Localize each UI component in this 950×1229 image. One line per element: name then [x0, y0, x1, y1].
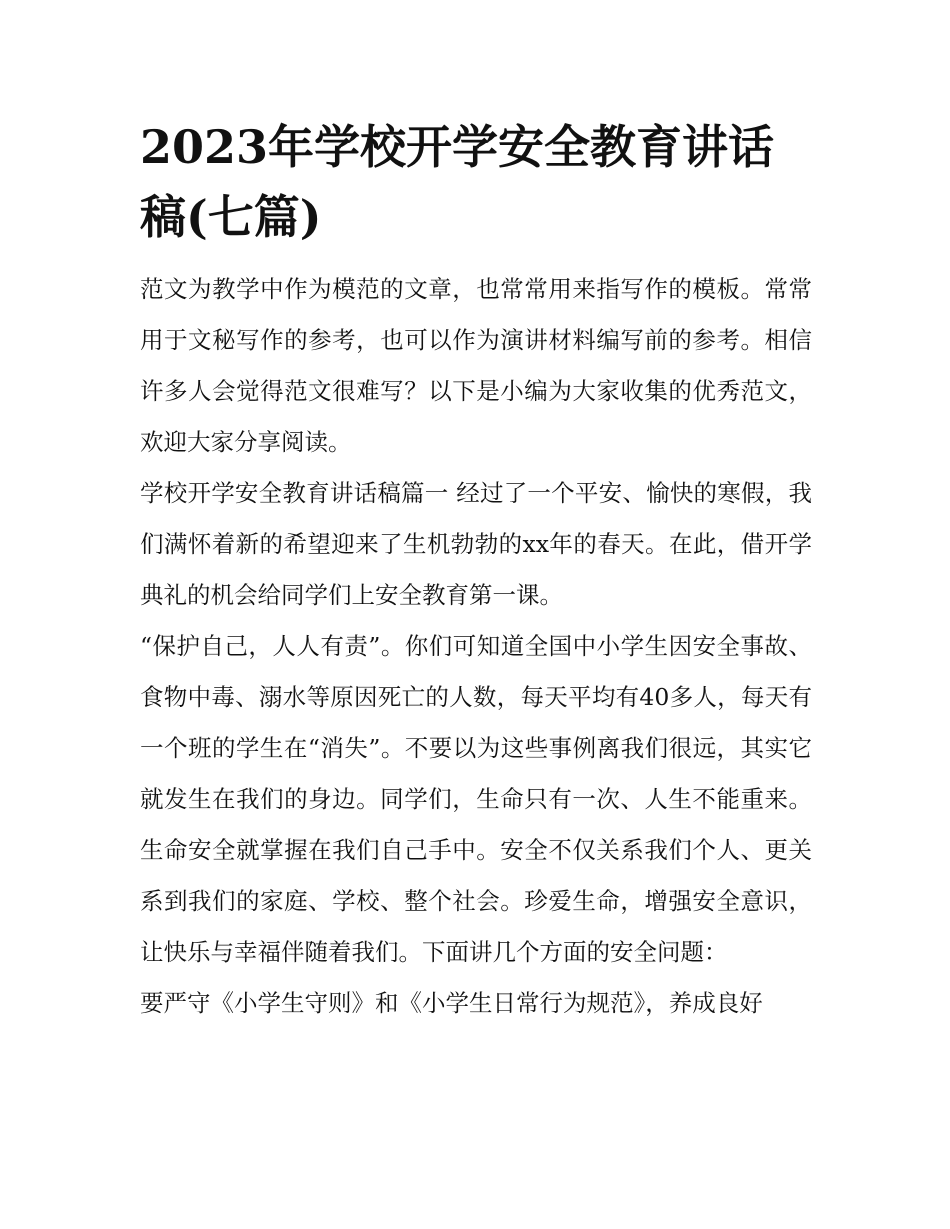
- self-protection-paragraph: “保护自己，人人有责”。你们可知道全国中小学生因安全事故、食物中毒、溺水等原因死亡的人数，每天平均有40多人，每天有一个班的学生在“消失”。不要以为这些事例离我们很远，其实它就发生在我们的身边。同学们，生命只有一次、人生不能重来。生命安全就掌握在我们自己手中。安全不仅关系我们个人、更关系到我们的家庭、学校、整个社会。珍爱生命，增强安全意识，让快乐与幸福伴随着我们。下面讲几个方面的安全问题：: [140, 632, 812, 966]
- document-body: [140, 112, 812, 1029]
- speech-one-opening-paragraph: 学校开学安全教育讲话稿篇一 经过了一个平安、愉快的寒假，我们满怀着新的希望迎来了生机勃勃的xx年的春天。在此，借开学典礼的机会给同学们上安全教育第一课。: [140, 479, 812, 609]
- intro-paragraph: 范文为教学中作为模范的文章，也常常用来指写作的模板。常常用于文秘写作的参考，也可以作为演讲材料编写前的参考。相信许多人会觉得范文很难写？以下是小编为大家收集的优秀范文，欢迎大家分享阅读。: [140, 275, 812, 456]
- document-title: 2023年学校开学安全教育讲话稿(七篇): [140, 120, 775, 244]
- rules-paragraph: 要严守《小学生守则》和《小学生日常行为规范》，养成良好: [140, 989, 763, 1017]
